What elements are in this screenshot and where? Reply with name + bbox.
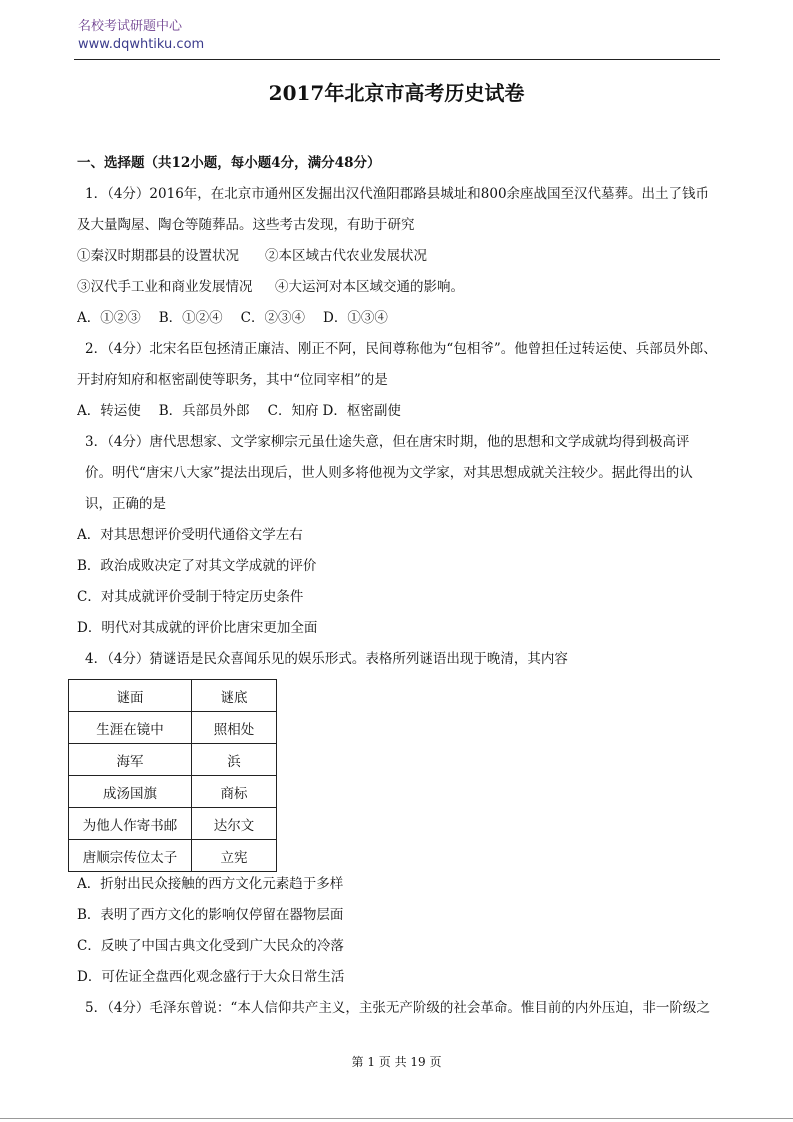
table-cell: 为他人作寄书邮: [69, 808, 192, 840]
q1-options: [77, 308, 722, 328]
table-row: [69, 744, 277, 776]
q1-item-4: ④大运河对本区域交通的影响。: [275, 279, 464, 295]
site-header: [78, 18, 204, 54]
q4-stem: 4．（4分）猜谜语是民众喜闻乐见的娱乐形式。表格所列谜语出现于晚清，其内容: [85, 651, 568, 667]
q3-stem-line-3: 识，正确的是: [85, 496, 166, 512]
table-row: [69, 712, 277, 744]
q2-option-a[interactable]: A．转运使: [77, 403, 141, 419]
table-header-answer: 谜底: [192, 680, 277, 712]
q1-items-row-1: [77, 246, 722, 266]
q3-option-d[interactable]: D．明代对其成就的评价比唐宋更加全面: [77, 620, 318, 636]
page-title: 2017年北京市高考历史试卷: [268, 81, 525, 105]
riddle-table: [68, 679, 277, 872]
q2-option-c[interactable]: C．知府: [267, 403, 319, 419]
site-url[interactable]: www.dqwhtiku.com: [78, 37, 205, 52]
table-row: [69, 776, 277, 808]
table-cell: 成汤国旗: [69, 776, 192, 808]
table-cell: 生涯在镜中: [69, 712, 192, 744]
q3-stem-line-2: 价。明代“唐宋八大家”提法出现后，世人则多将他视为文学家，对其思想成就关注较少。据此得出的认: [85, 465, 693, 481]
q1-item-1: ①秦汉时期郡县的设置状况: [77, 248, 239, 264]
q4-option-b[interactable]: B．表明了西方文化的影响仅停留在器物层面: [77, 907, 344, 923]
page-bottom-edge: [0, 1118, 793, 1119]
table-cell: 唐顺宗传位太子: [69, 840, 192, 872]
table-header-row: [69, 680, 277, 712]
q1-stem-line-1: 1．（4分）2016年，在北京市通州区发掘出汉代渔阳郡路县城址和800余座战国至汉代墓葬。出土了钱币: [85, 186, 710, 202]
table-cell: 商标: [192, 776, 277, 808]
q3-option-a[interactable]: A．对其思想评价受明代通俗文学左右: [77, 527, 303, 543]
table-cell: 浜: [192, 744, 277, 776]
site-name: 名校考试研题中心: [78, 19, 183, 34]
q4-option-d[interactable]: D．可佐证全盘西化观念盛行于大众日常生活: [77, 969, 345, 985]
q1-option-a[interactable]: A．①②③: [77, 310, 141, 326]
table-row: [69, 808, 277, 840]
q1-items-row-2: [77, 277, 722, 297]
q1-item-3: ③汉代手工业和商业发展情况: [77, 279, 253, 295]
table-row: [69, 840, 277, 872]
q2-option-b[interactable]: B．兵部员外郎: [158, 403, 250, 419]
q4-option-a[interactable]: A．折射出民众接触的西方文化元素趋于多样: [77, 876, 344, 892]
table-cell: 达尔文: [192, 808, 277, 840]
q2-option-d[interactable]: D．枢密副使: [322, 403, 401, 419]
header-divider: [74, 59, 720, 60]
q2-options: [77, 401, 722, 421]
q2-stem-line-2: 开封府知府和枢密副使等职务，其中“位同宰相”的是: [77, 372, 388, 388]
q3-option-b[interactable]: B．政治成败决定了对其文学成就的评价: [77, 558, 317, 574]
q4-option-c[interactable]: C．反映了中国古典文化受到广大民众的冷落: [77, 938, 344, 954]
q3-option-c[interactable]: C．对其成就评价受制于特定历史条件: [77, 589, 304, 605]
table-cell: 立宪: [192, 840, 277, 872]
q3-stem-line-1: 3．（4分）唐代思想家、文学家柳宗元虽仕途失意，但在唐宋时期，他的思想和文学成就均得到极高评: [85, 434, 690, 450]
q1-option-b[interactable]: B．①②④: [158, 310, 223, 326]
q2-stem-line-1: 2．（4分）北宋名臣包拯清正廉洁、刚正不阿，民间尊称他为“包相爷”。他曾担任过转运使、兵部员外郎、: [85, 341, 717, 357]
table-header-riddle: 谜面: [69, 680, 192, 712]
q1-option-c[interactable]: C．②③④: [240, 310, 306, 326]
q1-option-d[interactable]: D．①③④: [323, 310, 388, 326]
q1-stem-line-2: 及大量陶屋、陶仓等随葬品。这些考古发现，有助于研究: [77, 217, 415, 233]
page-number: 第 1 页 共 19 页: [351, 1055, 442, 1069]
section-heading: 一、选择题（共12小题，每小题4分，满分48分）: [77, 155, 381, 171]
q5-stem: 5．（4分）毛泽东曾说：“本人信仰共产主义，主张无产阶级的社会革命。惟目前的内外压迫，非一阶级之: [85, 1000, 710, 1016]
table-cell: 海军: [69, 744, 192, 776]
q1-item-2: ②本区域古代农业发展状况: [265, 248, 427, 264]
table-cell: 照相处: [192, 712, 277, 744]
